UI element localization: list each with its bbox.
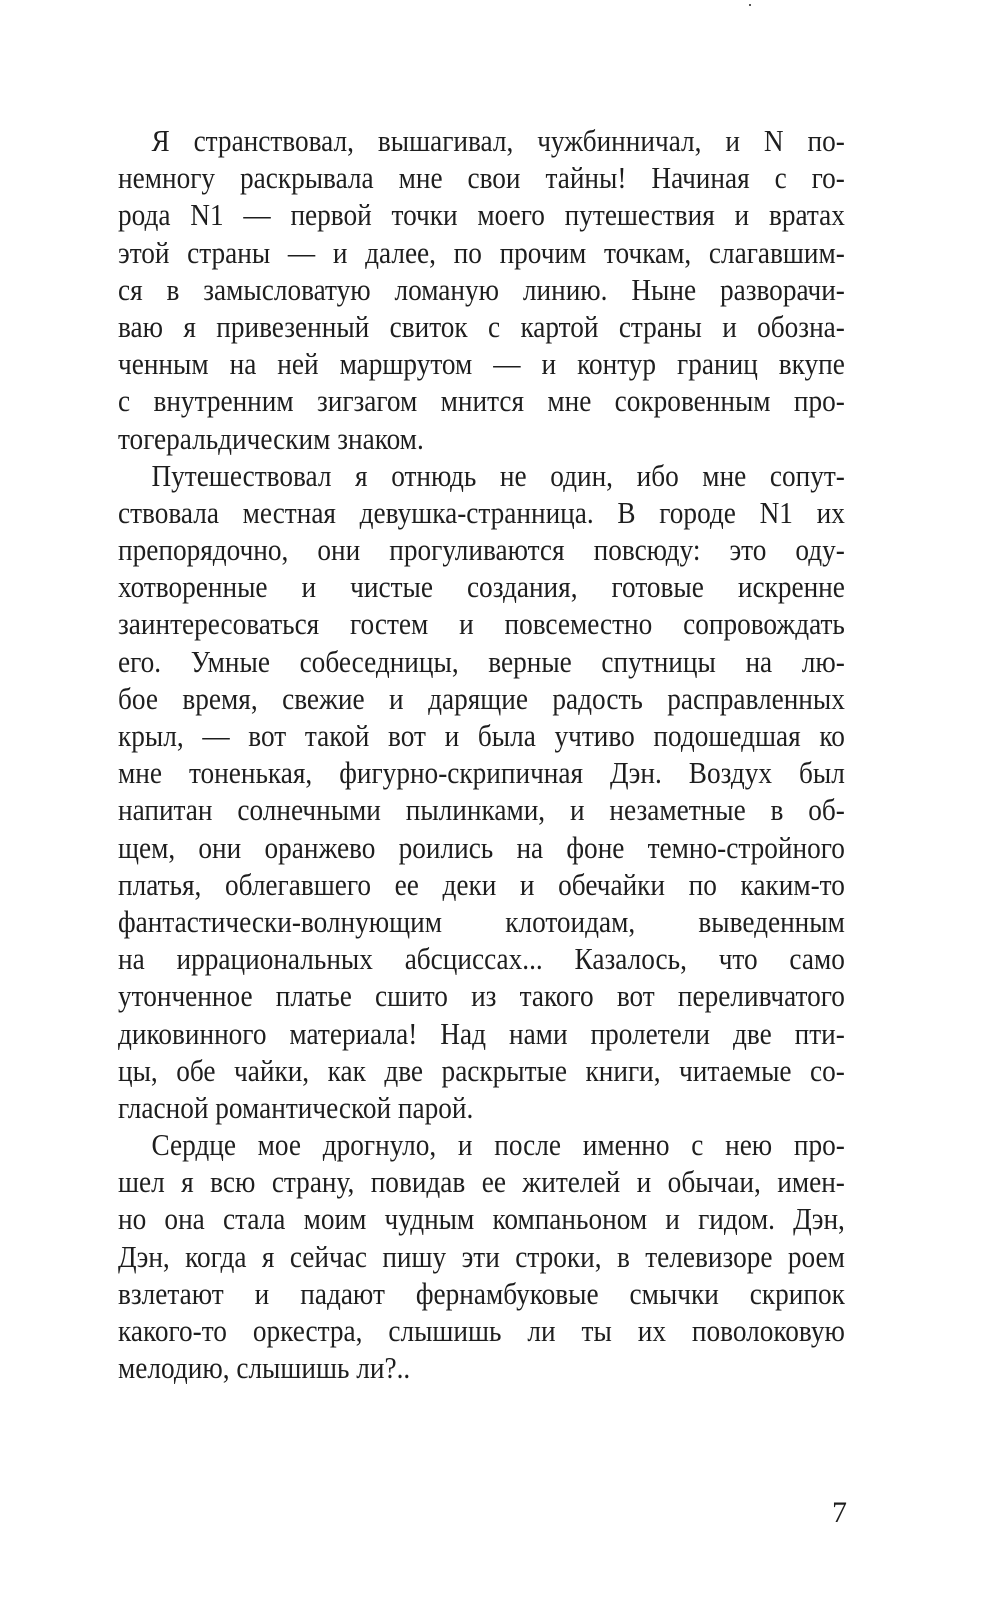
text-line: Сердце мое дрогнуло, и после именно с нею про-: [151, 1127, 845, 1163]
text-line: Дэн, когда я сейчас пишу эти строки, в телевизоре роем: [118, 1238, 845, 1274]
page-number: 7: [832, 1496, 847, 1529]
text-line: крыл, — вот такой вот и была учтиво подошедшая ко: [118, 718, 845, 753]
text-line: мне тоненькая, фигурно-скрипичная Дэн. Воздух был: [118, 755, 845, 791]
text-line: Я странствовал, вышагивал, чужбинничал, и N по-: [151, 123, 845, 158]
text-line: ваю я привезенный свиток с картой страны и обозна-: [118, 308, 845, 344]
text-line: взлетают и падают фернамбуковые смычки скрипок: [118, 1275, 845, 1311]
text-line: мелодию, слышишь ли?..: [118, 1350, 411, 1386]
paragraph: [118, 1126, 845, 1386]
text-line: диковинного материала! Над нами пролетели две пти-: [118, 1015, 845, 1051]
text-line: рода N1 — первой точки моего путешествия и вратах: [118, 197, 845, 233]
text-line: Путешествовал я отнюдь не один, ибо мне сопут-: [151, 457, 845, 493]
text-line: препорядочно, они прогуливаются повсюду: это оду-: [118, 532, 845, 568]
text-line: этой страны — и далее, по прочим точкам, слагавшим-: [118, 234, 845, 270]
paragraph: [118, 122, 845, 457]
text-line: ченным на ней маршрутом — и контур границ вкупе: [118, 346, 845, 382]
text-line: бое время, свежие и дарящие радость расправленных: [118, 680, 845, 716]
text-line: цы, обе чайки, как две раскрытые книги, читаемые со-: [118, 1052, 845, 1088]
text-line: гласной романтической парой.: [118, 1089, 474, 1125]
body-text: [118, 122, 845, 1386]
text-line: платья, облегавшего ее деки и обечайки по каким-то: [118, 866, 845, 902]
text-line: утонченное платье сшито из такого вот переливчатого: [118, 978, 845, 1014]
scan-speck: [749, 4, 751, 6]
text-line: немногу раскрывала мне свои тайны! Начиная с го-: [118, 160, 845, 196]
text-line: шел я всю страну, повидав ее жителей и обычаи, имен-: [118, 1164, 845, 1200]
text-line: ся в замысловатую ломаную линию. Ныне разворачи-: [118, 271, 845, 307]
text-line: тогеральдическим знаком.: [118, 420, 424, 456]
paragraph: [118, 457, 845, 1126]
text-line: какого-то оркестра, слышишь ли ты их поволоковую: [118, 1313, 845, 1348]
text-line: заинтересоваться гостем и повсеместно сопровождать: [118, 606, 845, 642]
text-line: но она стала моим чудным компаньоном и гидом. Дэн,: [118, 1201, 845, 1237]
text-line: ствовала местная девушка-странница. В городе N1 их: [118, 494, 845, 530]
text-line: его. Умные собеседницы, верные спутницы на лю-: [118, 643, 845, 679]
text-line: на иррациональных абсциссах... Казалось, что само: [118, 941, 845, 977]
text-line: с внутренним зигзагом мнится мне сокровенным про-: [118, 383, 845, 419]
text-line: щем, они оранжево роились на фоне темно-стройного: [118, 829, 845, 865]
text-line: напитан солнечными пылинками, и незаметные в об-: [118, 792, 845, 828]
text-line: хотворенные и чистые создания, готовые искренне: [118, 569, 845, 605]
text-line: фантастически-волнующим клотоидам, выведенным: [118, 903, 845, 939]
